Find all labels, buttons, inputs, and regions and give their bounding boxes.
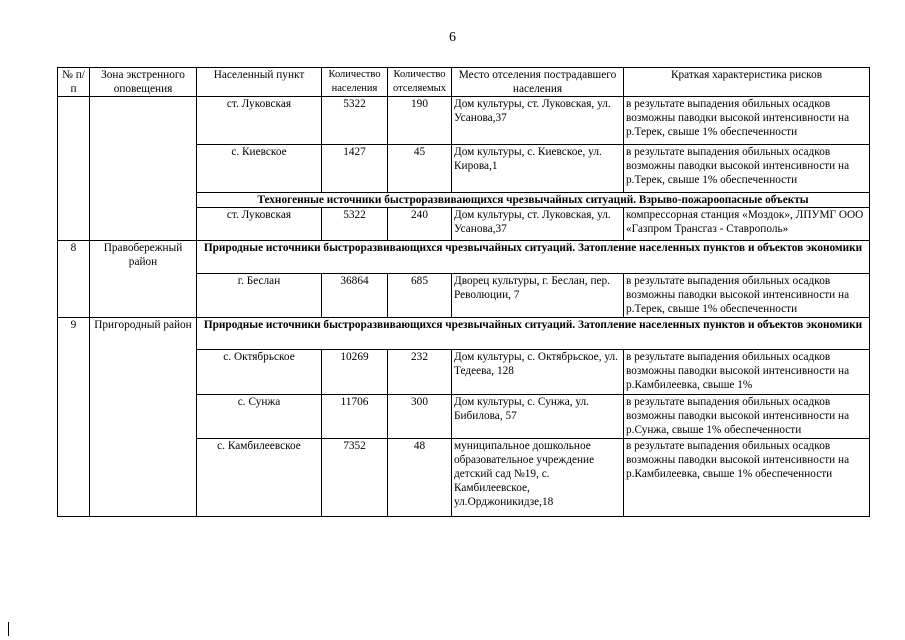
header-zone: Зона экстренного оповещения	[90, 68, 197, 97]
settlement-cell: ст. Луковская	[197, 208, 322, 241]
table-row	[58, 145, 870, 193]
risk-cell: в результате выпадения обильных осадков возможны паводки высокой интенсивности на р.Терек, свыше 1% обеспеченности	[624, 145, 870, 193]
num-cell	[58, 193, 90, 208]
risk-cell: в результате выпадения обильных осадков возможны паводки высокой интенсивности на р.Терек, свыше 1% обеспеченности	[624, 97, 870, 145]
population-cell: 36864	[322, 274, 388, 318]
evacuated-cell: 45	[388, 145, 452, 193]
header-risk: Краткая характеристика рисков	[624, 68, 870, 97]
section-row	[58, 241, 870, 274]
population-cell: 10269	[322, 350, 388, 395]
zone-cell: Правобережный район	[90, 241, 197, 274]
num-cell	[58, 145, 90, 193]
location-cell: Дом культуры, с. Киевское, ул. Кирова,1	[452, 145, 624, 193]
settlement-cell: с. Киевское	[197, 145, 322, 193]
location-cell: Дом культуры, ст. Луковская, ул. Усанова,37	[452, 97, 624, 145]
table-row	[58, 395, 870, 439]
evacuation-table	[57, 67, 870, 517]
evacuated-cell: 685	[388, 274, 452, 318]
section-heading-natural: Природные источники быстроразвивающихся чрезвычайных ситуаций. Затопление населенных пунктов и объектов экономики	[197, 241, 870, 274]
num-cell: 8	[58, 241, 90, 274]
settlement-cell: ст. Луковская	[197, 97, 322, 145]
table-row	[58, 439, 870, 517]
zone-cell	[90, 208, 197, 241]
risk-cell: в результате выпадения обильных осадков возможны паводки высокой интенсивности на р.Сунжа, свыше 1% обеспеченности	[624, 395, 870, 439]
num-cell	[58, 350, 90, 395]
population-cell: 5322	[322, 208, 388, 241]
risk-cell: в результате выпадения обильных осадков возможны паводки высокой интенсивности на р.Камбилеевка, свыше 1% обеспеченности	[624, 439, 870, 517]
section-row	[58, 318, 870, 350]
section-row	[58, 193, 870, 208]
evacuated-cell: 190	[388, 97, 452, 145]
zone-cell: Пригородный район	[90, 318, 197, 350]
evacuated-cell: 240	[388, 208, 452, 241]
header-evacuated: Количество отселяемых	[388, 68, 452, 97]
settlement-cell: с. Сунжа	[197, 395, 322, 439]
evacuated-cell: 232	[388, 350, 452, 395]
zone-cell	[90, 193, 197, 208]
zone-cell	[90, 439, 197, 517]
evacuated-cell: 300	[388, 395, 452, 439]
header-location: Место отселения пострадавшего населения	[452, 68, 624, 97]
population-cell: 7352	[322, 439, 388, 517]
num-cell	[58, 395, 90, 439]
table-row	[58, 208, 870, 241]
population-cell: 11706	[322, 395, 388, 439]
table-row	[58, 350, 870, 395]
table-row	[58, 274, 870, 318]
table-row	[58, 97, 870, 145]
zone-cell	[90, 274, 197, 318]
zone-cell	[90, 350, 197, 395]
zone-cell	[90, 395, 197, 439]
header-settlement: Населенный пункт	[197, 68, 322, 97]
evacuated-cell: 48	[388, 439, 452, 517]
num-cell	[58, 97, 90, 145]
section-heading-technogenic: Техногенные источники быстроразвивающихся чрезвычайных ситуаций. Взрыво-пожароопасные объекты	[197, 193, 870, 208]
zone-cell	[90, 97, 197, 145]
location-cell: Дворец культуры, г. Беслан, пер. Революции, 7	[452, 274, 624, 318]
num-cell	[58, 208, 90, 241]
location-cell: Дом культуры, ст. Луковская, ул. Усанова,37	[452, 208, 624, 241]
header-row	[58, 68, 870, 97]
num-cell	[58, 439, 90, 517]
section-heading-natural: Природные источники быстроразвивающихся чрезвычайных ситуаций. Затопление населенных пунктов и объектов экономики	[197, 318, 870, 350]
margin-mark	[8, 622, 9, 636]
population-cell: 5322	[322, 97, 388, 145]
settlement-cell: г. Беслан	[197, 274, 322, 318]
settlement-cell: с. Октябрьское	[197, 350, 322, 395]
page-number: 6	[449, 30, 456, 45]
num-cell: 9	[58, 318, 90, 350]
risk-cell: компрессорная станция «Моздок», ЛПУМГ ООО «Газпром Трансгаз - Ставрополь»	[624, 208, 870, 241]
num-cell	[58, 274, 90, 318]
header-population: Количество населения	[322, 68, 388, 97]
risk-cell: в результате выпадения обильных осадков возможны паводки высокой интенсивности на р.Терек, свыше 1% обеспеченности	[624, 274, 870, 318]
settlement-cell: с. Камбилеевское	[197, 439, 322, 517]
risk-cell: в результате выпадения обильных осадков возможны паводки высокой интенсивности на р.Камбилеевка, свыше 1%	[624, 350, 870, 395]
zone-cell	[90, 145, 197, 193]
location-cell: Дом культуры, с. Сунжа, ул. Бибилова, 57	[452, 395, 624, 439]
header-num: № п/п	[58, 68, 90, 97]
population-cell: 1427	[322, 145, 388, 193]
location-cell: Дом культуры, с. Октябрьское, ул. Тедеева, 128	[452, 350, 624, 395]
location-cell: муниципальное дошкольное образовательное учреждение детский сад №19, с. Камбилеевское, ул.Орджоникидзе,18	[452, 439, 624, 517]
